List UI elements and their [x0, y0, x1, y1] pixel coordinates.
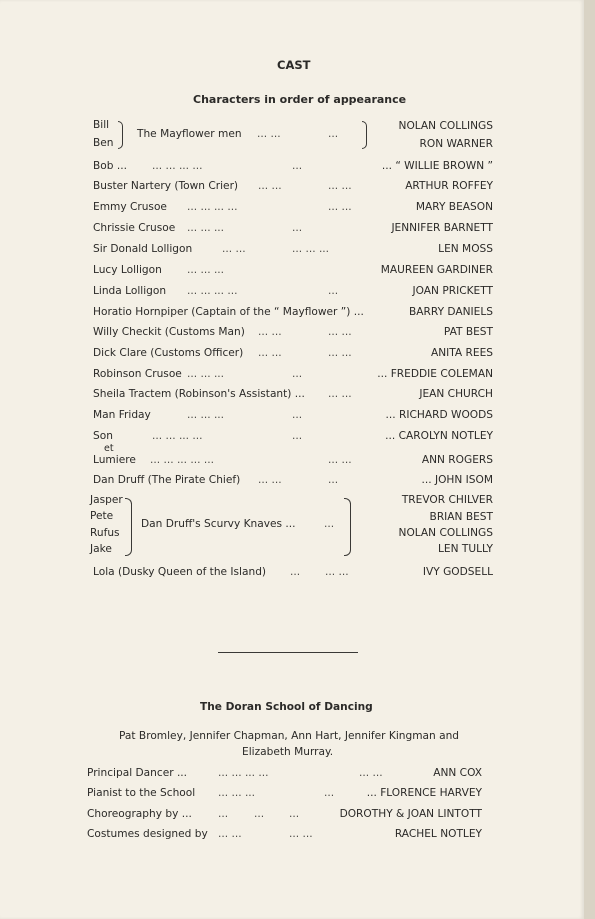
- character-name: Chrissie Crusoe: [93, 222, 176, 234]
- dot-leader: ... ... ...: [292, 243, 330, 255]
- credit-value: DOROTHY & JOAN LINTOTT: [339, 808, 482, 820]
- dot-leader: ... ... ... ... ...: [150, 454, 214, 466]
- left-brace: [125, 498, 132, 556]
- dot-leader: ... ... ... ...: [218, 767, 269, 779]
- left-brace: [118, 121, 123, 149]
- page-edge: [584, 0, 595, 919]
- character-name: Lumiere: [93, 454, 136, 466]
- dot-leader: ... ...: [258, 326, 282, 338]
- dot-leader: ...: [292, 430, 303, 442]
- actor-name: MARY BEASON: [415, 201, 493, 213]
- dot-leader: ...: [254, 808, 265, 820]
- dot-leader: ... ...: [289, 828, 313, 840]
- mayflower-role: The Mayflower men: [137, 128, 242, 140]
- character-name: Man Friday: [93, 409, 151, 421]
- actor-ron-warner: RON WARNER: [419, 138, 493, 150]
- credit-label: Choreography by ...: [87, 808, 192, 820]
- dot-leader: ... ...: [328, 326, 352, 338]
- right-brace: [362, 121, 367, 149]
- actor-name: ... FREDDIE COLEMAN: [377, 368, 493, 380]
- cast-heading: CAST: [277, 58, 311, 72]
- dot-leader: ...: [328, 285, 339, 297]
- actor-name: ... “ WILLIE BROWN ”: [381, 160, 493, 172]
- dot-leader: ...: [290, 566, 301, 578]
- knaves-role: Dan Druff's Scurvy Knaves ...: [141, 518, 296, 530]
- character-jake: Jake: [90, 543, 112, 555]
- dot-leader: ... ...: [359, 767, 383, 779]
- credit-value: ANN COX: [433, 767, 482, 779]
- actor-name: ANITA REES: [430, 347, 493, 359]
- actor-name: ANN ROGERS: [421, 454, 493, 466]
- character-name: Robinson Crusoe: [93, 368, 182, 380]
- dot-leader: ... ...: [325, 566, 349, 578]
- dot-leader: ... ...: [257, 128, 281, 140]
- actor-name: ... JOHN ISOM: [421, 474, 493, 486]
- dot-leader: ...: [292, 409, 303, 421]
- actor-nolan-collings: NOLAN COLLINGS: [398, 120, 493, 132]
- actor-name: JOAN PRICKETT: [412, 285, 493, 297]
- dot-leader: ...: [324, 787, 335, 799]
- actor-name: ARTHUR ROFFEY: [405, 180, 493, 192]
- dot-leader: ...: [292, 368, 303, 380]
- actor-name: JENNIFER BARNETT: [391, 222, 493, 234]
- character-rufus: Rufus: [90, 527, 120, 539]
- actor-name: LEN MOSS: [438, 243, 493, 255]
- dot-leader: ... ...: [328, 180, 352, 192]
- dancers-names-line1: Pat Bromley, Jennifer Chapman, Ann Hart, Jennifer Kingman and: [119, 730, 460, 742]
- character-name: Sir Donald Lolligon: [93, 243, 193, 255]
- dot-leader: ... ...: [258, 474, 282, 486]
- actor-name: ... RICHARD WOODS: [385, 409, 493, 421]
- dot-leader: ... ...: [328, 201, 352, 213]
- character-bill: Bill: [93, 119, 110, 131]
- credit-value: ... FLORENCE HARVEY: [366, 787, 482, 799]
- actor-len-tully: LEN TULLY: [438, 543, 493, 555]
- character-name: Son: [93, 430, 113, 442]
- cast-subheading: Characters in order of appearance: [193, 93, 407, 106]
- actor-name: ... CAROLYN NOTLEY: [385, 430, 493, 442]
- character-name: Horatio Hornpiper (Captain of the “ Mayflower ”) ...: [93, 306, 364, 318]
- character-name: Linda Lolligon: [93, 285, 167, 297]
- dot-leader: ... ...: [222, 243, 246, 255]
- character-name: Sheila Tractem (Robinson's Assistant) ...: [93, 388, 305, 400]
- dot-leader: ...: [292, 160, 303, 172]
- dot-leader: ... ... ...: [187, 368, 225, 380]
- dot-leader: ... ...: [328, 454, 352, 466]
- character-pete: Pete: [90, 510, 114, 522]
- character-name: Emmy Crusoe: [93, 201, 167, 213]
- character-ben: Ben: [93, 137, 114, 149]
- right-brace: [344, 498, 351, 556]
- character-name: Dick Clare (Customs Officer): [93, 347, 244, 359]
- credit-label: Pianist to the School: [87, 787, 196, 799]
- dot-leader: ...: [289, 808, 300, 820]
- dot-leader: ... ...: [258, 347, 282, 359]
- dot-leader: ...: [328, 128, 339, 140]
- dot-leader: ... ... ... ...: [187, 201, 238, 213]
- actor-name: MAUREEN GARDINER: [380, 264, 493, 276]
- dot-leader: ... ... ... ...: [152, 430, 203, 442]
- credit-value: RACHEL NOTLEY: [394, 828, 482, 840]
- credit-label: Principal Dancer ...: [87, 767, 188, 779]
- dot-leader: ... ...: [218, 828, 242, 840]
- character-jasper: Jasper: [90, 494, 123, 506]
- character-name: Buster Nartery (Town Crier): [93, 180, 239, 192]
- dot-leader: ...: [218, 808, 229, 820]
- dot-leader: ... ...: [328, 388, 352, 400]
- section-divider: [218, 652, 358, 653]
- character-name: et: [104, 443, 114, 454]
- character-lola: Lola (Dusky Queen of the Island): [93, 566, 267, 578]
- dot-leader: ... ...: [258, 180, 282, 192]
- dot-leader: ... ... ... ...: [187, 285, 238, 297]
- actor-name: JEAN CHURCH: [419, 388, 493, 400]
- dot-leader: ... ...: [328, 347, 352, 359]
- dot-leader: ... ... ...: [187, 264, 225, 276]
- dot-leader: ... ... ...: [187, 222, 225, 234]
- dot-leader: ...: [292, 222, 303, 234]
- actor-name: BARRY DANIELS: [409, 306, 493, 318]
- actor-name: PAT BEST: [443, 326, 493, 338]
- dot-leader: ...: [324, 518, 335, 530]
- actor-brian-best: BRIAN BEST: [429, 511, 493, 523]
- character-name: Bob ...: [93, 160, 127, 172]
- dancing-school-title: The Doran School of Dancing: [200, 701, 373, 713]
- dancers-names-line2: Elizabeth Murray.: [242, 746, 334, 758]
- character-name: Willy Checkit (Customs Man): [93, 326, 245, 338]
- dot-leader: ...: [328, 474, 339, 486]
- dot-leader: ... ... ...: [218, 787, 256, 799]
- character-name: Lucy Lolligon: [93, 264, 162, 276]
- actor-nolan-collings: NOLAN COLLINGS: [398, 527, 493, 539]
- dot-leader: ... ... ... ...: [152, 160, 203, 172]
- dot-leader: ... ... ...: [187, 409, 225, 421]
- actor-trevor-chilver: TREVOR CHILVER: [401, 494, 493, 506]
- credit-label: Costumes designed by: [87, 828, 208, 840]
- character-name: Dan Druff (The Pirate Chief): [93, 474, 241, 486]
- actor-ivy-godsell: IVY GODSELL: [422, 566, 493, 578]
